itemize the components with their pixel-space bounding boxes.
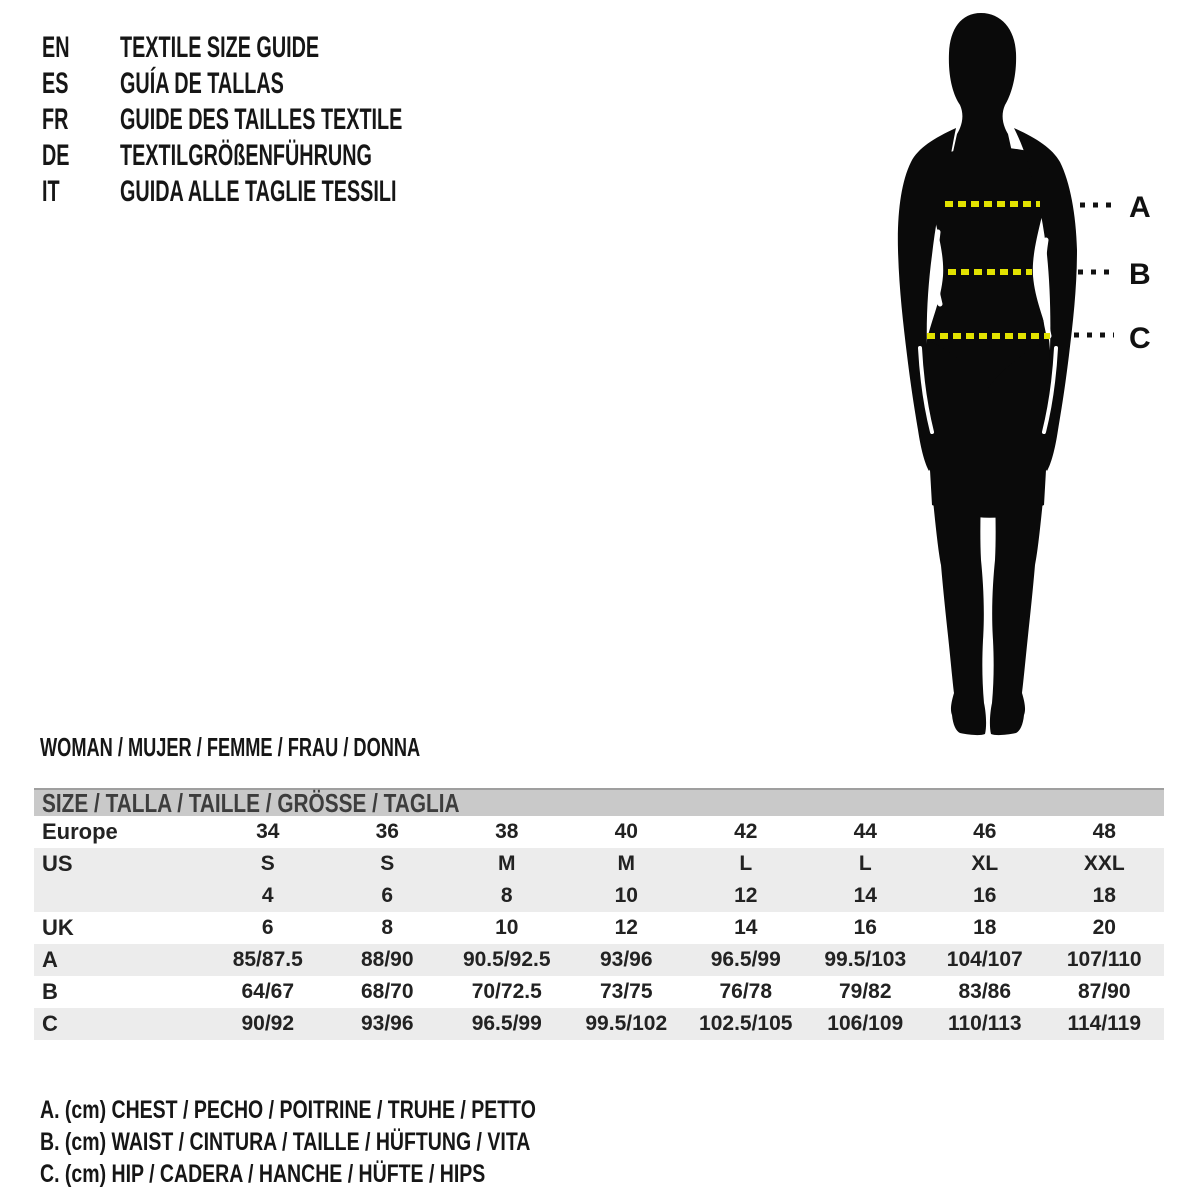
size-cell: 114/119 [1067,1012,1142,1035]
size-cell: 85/87.5 [232,948,303,971]
table-row [34,976,1164,1008]
guide-title: TEXTILGRÖßENFÜHRUNG [120,139,372,172]
row-label: B [42,979,58,1004]
size-cell: S [380,852,395,875]
measure-label-c: C [1129,322,1151,355]
size-cell: 6 [261,916,274,939]
size-cell: 16 [853,916,877,939]
size-cell: 36 [375,820,399,843]
language-code: IT [42,175,60,208]
size-cell: 87/90 [1077,980,1131,1003]
size-cell: 34 [256,820,280,843]
size-cell: 48 [1092,820,1116,843]
table-row [34,944,1164,976]
size-cell: 16 [973,884,997,907]
size-cell: 76/78 [719,980,773,1003]
size-cell: 83/86 [958,980,1012,1003]
size-cell: XL [971,852,999,875]
language-code: FR [42,103,69,136]
row-label: UK [42,915,74,940]
size-cell: 79/82 [838,980,892,1003]
size-cell: 90/92 [241,1012,295,1035]
language-code: DE [42,139,70,172]
measurement-legend [40,1094,676,1190]
size-cell: 38 [495,820,519,843]
size-cell: 64/67 [241,980,295,1003]
size-cell: L [858,852,872,875]
size-cell: 8 [500,884,513,907]
size-cell: 99.5/102 [585,1012,668,1035]
size-table [34,816,1164,1040]
row-label: US [42,851,73,876]
size-cell: 4 [261,884,274,907]
table-row [34,1008,1164,1040]
size-table-header-label: SIZE / TALLA / TAILLE / GRÖSSE / TAGLIA [42,787,460,818]
language-code: EN [42,31,70,64]
legend-line: B. (cm) WAIST / CINTURA / TAILLE / HÜFTUNG / VITA [40,1128,531,1156]
guide-title: GUIDA ALLE TAGLIE TESSILI [120,175,397,208]
size-cell: 8 [381,916,394,939]
size-table-body [34,816,1164,1040]
table-row [34,816,1164,848]
section-heading: WOMAN / MUJER / FEMME / FRAU / DONNA [40,732,421,762]
row-label: A [42,947,58,972]
size-cell: 6 [381,884,394,907]
size-cell: M [617,852,635,875]
size-cell: 68/70 [360,980,414,1003]
size-table-header [34,788,1164,816]
size-cell: 93/96 [360,1012,414,1035]
size-cell: 88/90 [360,948,414,971]
size-cell: 14 [853,884,877,907]
language-code: ES [42,67,69,100]
measure-label-b: B [1129,258,1151,291]
size-cell: 10 [614,884,638,907]
size-cell: 46 [973,820,997,843]
measure-labels [1129,191,1151,355]
size-cell: 70/72.5 [471,980,542,1003]
size-cell: 90.5/92.5 [462,948,551,971]
size-cell: 14 [734,916,758,939]
size-cell: 104/107 [946,948,1023,971]
size-cell: 10 [495,916,519,939]
size-cell: 107/110 [1066,948,1142,971]
row-label: Europe [42,819,118,844]
size-cell: M [498,852,516,875]
size-cell: 42 [734,820,758,843]
size-cell: 106/109 [827,1012,904,1035]
size-cell: 44 [853,820,877,843]
size-cell: 93/96 [599,948,653,971]
row-label: C [42,1011,58,1036]
size-cell: L [739,852,753,875]
guide-title: GUIDE DES TAILLES TEXTILE [120,103,403,136]
legend-line: C. (cm) HIP / CADERA / HANCHE / HÜFTE / HIPS [40,1160,486,1188]
woman-silhouette [898,13,1077,735]
size-cell: 12 [614,916,638,939]
size-cell: 18 [1092,884,1116,907]
size-cell: 12 [734,884,758,907]
guide-title: TEXTILE SIZE GUIDE [120,31,320,64]
legend-line: A. (cm) CHEST / PECHO / POITRINE / TRUHE / PETTO [40,1096,536,1124]
table-row [34,848,1164,880]
size-cell: 99.5/103 [824,948,907,971]
size-cell: 110/113 [947,1012,1022,1035]
size-cell: 73/75 [599,980,653,1003]
row-label [34,880,208,912]
table-row [34,880,1164,912]
size-cell: 96.5/99 [710,948,781,971]
size-cell: 18 [973,916,997,939]
measure-label-a: A [1129,191,1151,224]
size-cell: 20 [1092,916,1116,939]
guide-title: GUÍA DE TALLAS [120,67,284,100]
size-cell: 102.5/105 [699,1012,793,1035]
size-cell: 40 [614,820,638,843]
size-cell: 96.5/99 [471,1012,542,1035]
table-row [34,912,1164,944]
size-cell: XXL [1083,852,1125,875]
size-cell: S [260,852,275,875]
